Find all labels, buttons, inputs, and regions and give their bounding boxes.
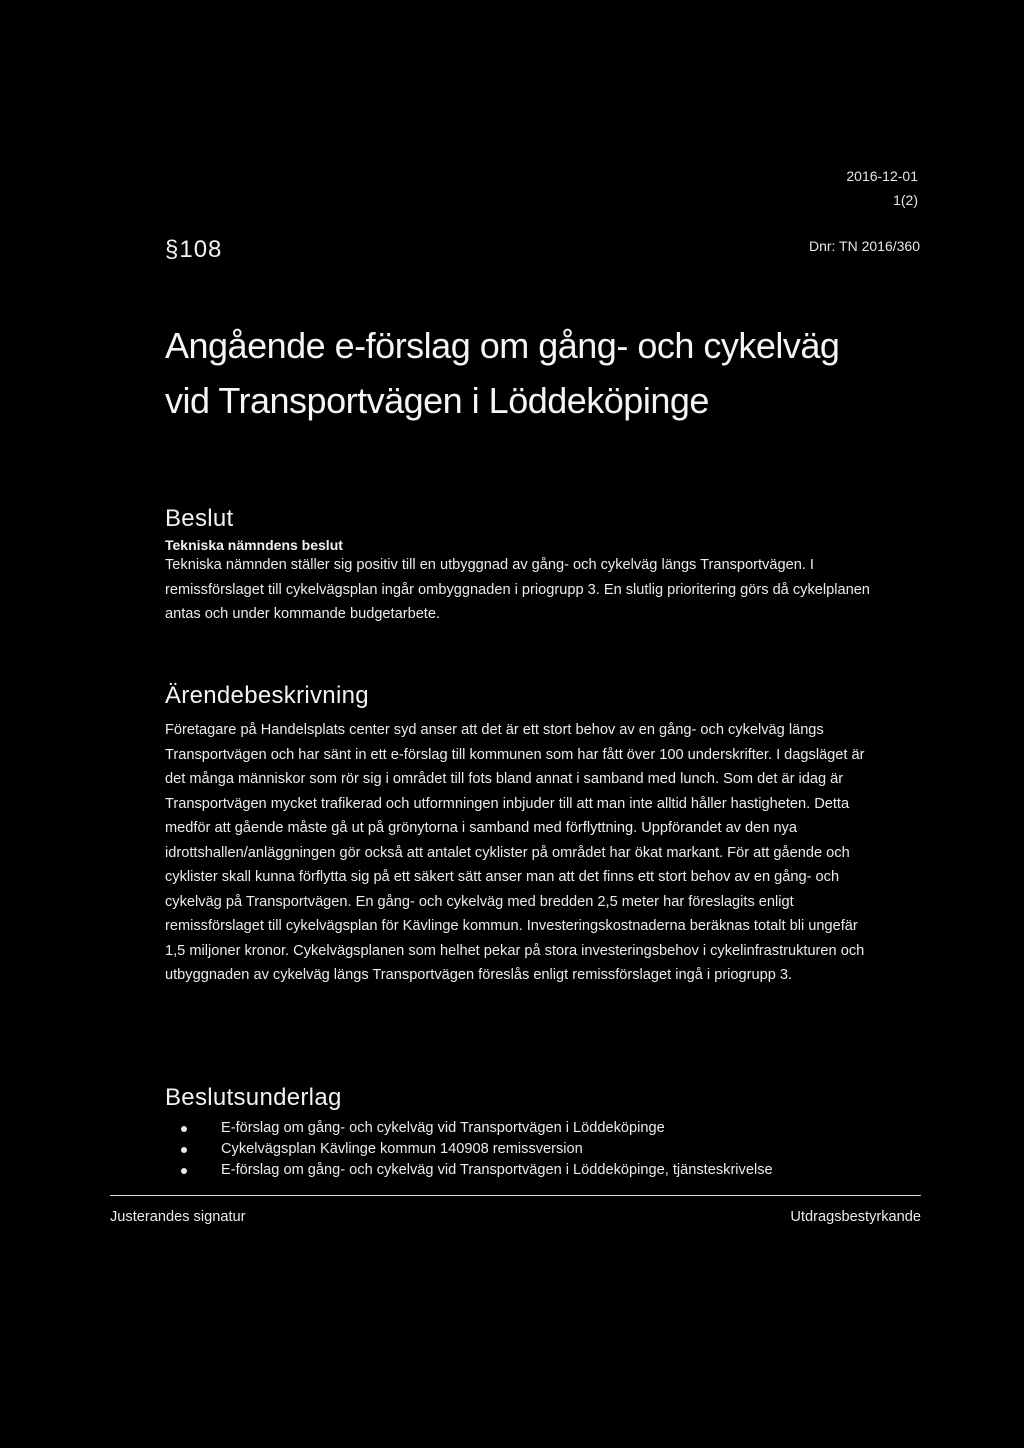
list-item-text: E-förslag om gång- och cykelväg vid Transportvägen i Löddeköpinge [221, 1120, 665, 1136]
bullet-icon [181, 1147, 187, 1153]
dnr-reference: Dnr: TN 2016/360 [808, 238, 920, 254]
beslut-text: Tekniska nämnden ställer sig positiv till en utbyggnad av gång- och cykelväg längs Transportvägen. I remissförslaget till cykelvägsplan ingår ombyggnaden i priogrupp 3. En slutlig prioritering görs då cykelplanen antas och under kommande budgetarbete. [165, 557, 870, 622]
bullet-icon [181, 1168, 187, 1174]
document-date: 2016-12-01 [846, 168, 918, 184]
list-item-text: E-förslag om gång- och cykelväg vid Transportvägen i Löddeköpinge, tjänsteskrivelse [221, 1162, 773, 1178]
beslutsunderlag-heading: Beslutsunderlag [165, 1084, 342, 1111]
document-title: Angående e-förslag om gång- och cykelväg vid Transportvägen i Löddeköpinge [165, 325, 840, 421]
arendebeskrivning-heading: Ärendebeskrivning [165, 682, 369, 709]
section-beslutsunderlag [165, 1084, 875, 1181]
page-indicator: 1(2) [893, 192, 918, 208]
list-item-text: Cykelvägsplan Kävlinge kommun 140908 remissversion [221, 1141, 583, 1157]
arendebeskrivning-text: Företagare på Handelsplats center syd anser att det är ett stort behov av en gång- och cykelväg längs Transportvägen och har sänt in ett e-förslag till kommunen som har fått över 100 underskrifter. I dagsläget är det många människor som rör sig i området till fots bland annat i samband med lunch. Som det är idag är Transportvägen mycket trafikerad och utformningen inbjuder till att man inte alltid håller hastigheten. Detta medför att gående måste gå ut på grönytorna i samband med förflyttning. Uppförandet av den nya idrottshallen/anläggningen gör också att antalet cyklister på området har ökat markant. För att gående och cyklister skall kunna förflytta sig på ett säkert sätt anser man att det finns ett stort behov av en gång- och cykelväg på Transportvägen. En gång- och cykelväg med bredden 2,5 meter har föreslagits enligt remissförslaget till cykelvägsplan för Kävlinge kommun. Investeringskostnaderna beräknas totalt bli ungefär 1,5 miljoner kronor. Cykelvägsplanen som helhet pekar på stora investeringsbehov i cykelinfrastrukturen och utbyggnaden av cykelväg längs Transportvägen föreslås enligt remissförslaget ingå i priogrupp 3. [165, 722, 865, 983]
list-item [165, 1139, 875, 1160]
signature-label-left: Justerandes signatur [110, 1209, 246, 1225]
section-beslut [165, 505, 875, 627]
beslut-subheading: Tekniska nämndens beslut [165, 537, 343, 553]
bullet-icon [181, 1126, 187, 1132]
section-arendebeskrivning [165, 682, 875, 988]
paragraph-number: §108 [165, 236, 223, 263]
signature-label-right: Utdragsbestyrkande [790, 1209, 921, 1225]
beslutsunderlag-list [165, 1118, 875, 1181]
list-item [165, 1160, 875, 1181]
footer-divider [110, 1195, 921, 1196]
list-item [165, 1118, 875, 1139]
beslut-heading: Beslut [165, 505, 234, 532]
